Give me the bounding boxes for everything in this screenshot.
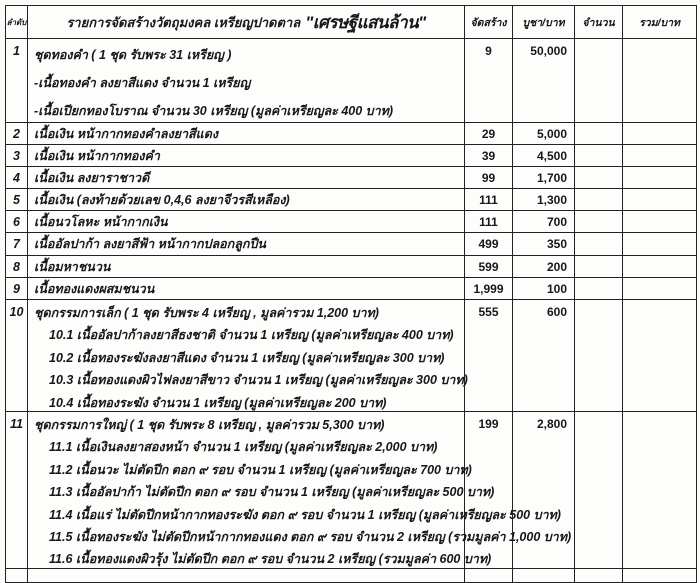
row-number <box>6 569 28 583</box>
total-cell <box>623 256 697 278</box>
item-description <box>28 569 465 583</box>
total-cell <box>623 189 697 211</box>
item-description <box>28 211 465 233</box>
description-line: ชุดกรรมการใหญ่ ( 1 ชุด รับพระ 8 เหรียญ , มูลค่ารวม 5,300 บาท) <box>34 418 385 432</box>
total-cell <box>623 167 697 189</box>
description-line: เนื้อนวโลหะ หน้ากากเงิน <box>34 214 168 229</box>
made-count: 599 <box>465 256 513 278</box>
price-value: 200 <box>513 256 575 278</box>
total-cell <box>623 123 697 145</box>
description-line: 10.1 เนื้ออัลปาก้าลงยาสีธงชาติ จำนวน 1 เหรียญ (มูลค่าเหรียญละ 400 บาท) <box>49 328 454 343</box>
made-count <box>465 569 513 583</box>
item-description <box>28 145 465 167</box>
description-line: เนื้อเงิน หน้ากากทองคำลงยาสีแดง <box>34 126 218 141</box>
row-number: 3 <box>6 145 28 167</box>
made-count: 29 <box>465 123 513 145</box>
total-cell <box>623 569 697 583</box>
description-line: -เนื้อเปียกทองโบราณ จำนวน 30 เหรียญ (มูลค่าเหรียญละ 400 บาท) <box>34 104 394 118</box>
total-cell <box>623 39 697 123</box>
table-row <box>6 39 697 123</box>
description-line: 10.3 เนื้อทองแดงผิวไฟลงยาสีขาว จำนวน 1 เหรียญ (มูลค่าเหรียญละ 300 บาท) <box>49 373 468 388</box>
item-description <box>28 233 465 256</box>
item-description <box>28 167 465 189</box>
price-value: 50,000 <box>513 39 575 123</box>
made-count: 39 <box>465 145 513 167</box>
description-line: เนื้อเงิน (ลงท้ายด้วยเลข 0,4,6 ลงยาจีวรสีเหลือง) <box>34 192 290 207</box>
table-row <box>6 211 697 233</box>
description-line: 11.5 เนื้อทองระฆัง ไม่ตัดปีกหน้ากากทองแดง ตอก ๙ รอบ จำนวน 2 เหรียญ (รวมมูลค่า 1,000 บาท) <box>49 530 572 545</box>
description-line: 10.4 เนื้อทองระฆัง จำนวน 1 เหรียญ (มูลค่าเหรียญละ 200 บาท) <box>49 395 387 410</box>
made-count: 111 <box>465 189 513 211</box>
header-col-title <box>28 6 465 39</box>
description-line: -เนื้อทองคำ ลงยาสีแดง จำนวน 1 เหรียญ <box>34 76 251 90</box>
row-number: 8 <box>6 256 28 278</box>
price-table <box>5 5 697 583</box>
table-row <box>6 145 697 167</box>
total-cell <box>623 412 697 569</box>
total-cell <box>623 233 697 256</box>
table-row <box>6 300 697 412</box>
description-line: เนื้อเงิน ลงยาราชาวดี <box>34 170 150 185</box>
row-number: 2 <box>6 123 28 145</box>
header-col-total: รวม/บาท <box>623 6 697 39</box>
made-count: 1,999 <box>465 278 513 300</box>
description-line: เนื้อมหาชนวน <box>34 259 111 274</box>
row-number: 4 <box>6 167 28 189</box>
total-cell <box>623 300 697 412</box>
qty-cell <box>575 569 623 583</box>
table-row <box>6 123 697 145</box>
made-count: 555 <box>465 300 513 412</box>
row-number: 6 <box>6 211 28 233</box>
qty-cell <box>575 300 623 412</box>
header-col-made: จัดสร้าง <box>465 6 513 39</box>
total-cell <box>623 145 697 167</box>
description-line: ชุดทองคำ ( 1 ชุด รับพระ 31 เหรียญ ) <box>34 48 232 62</box>
description-line: ชุดกรรมการเล็ก ( 1 ชุด รับพระ 4 เหรียญ , มูลค่ารวม 1,200 บาท) <box>34 306 379 320</box>
description-line: 11.6 เนื้อทองแดงผิวรุ้ง ไม่ตัดปีก ตอก ๙ รอบ จำนวน 2 เหรียญ (รวมมูลค่า 600 บาท) <box>49 552 492 567</box>
table-row <box>6 256 697 278</box>
item-description <box>28 278 465 300</box>
description-line: เนื้อเงิน หน้ากากทองคำ <box>34 148 160 163</box>
price-value <box>513 569 575 583</box>
header-title-text: รายการจัดสร้างวัตถุมงคล เหรียญปาดตาล <box>66 14 301 30</box>
qty-cell <box>575 145 623 167</box>
description-line: 11.1 เนื้อเงินลงยาสองหน้า จำนวน 1 เหรียญ (มูลค่าเหรียญละ 2,000 บาท) <box>49 440 438 455</box>
price-value: 350 <box>513 233 575 256</box>
description-line: เนื้ออัลปาก้า ลงยาสีฟ้า หน้ากากปลอกลูกปืน <box>34 237 266 251</box>
item-description <box>28 123 465 145</box>
price-value: 5,000 <box>513 123 575 145</box>
qty-cell <box>575 123 623 145</box>
item-description <box>28 300 468 412</box>
header-title-emphasis: "เศรษฐีแสนล้าน" <box>305 12 426 32</box>
description-line: 11.2 เนื้อนวะ ไม่ตัดปีก ตอก ๙ รอบ จำนวน 1 เหรียญ (มูลค่าเหรียญละ 700 บาท) <box>49 462 472 477</box>
row-number: 1 <box>6 39 28 123</box>
description-line: 11.3 เนื้ออัลปาก้า ไม่ตัดปีก ตอก ๙ รอบ จำนวน 1 เหรียญ (มูลค่าเหรียญละ 500 บาท) <box>49 485 495 500</box>
table-row <box>6 189 697 211</box>
price-value: 2,800 <box>513 412 575 569</box>
header-col-qty: จำนวน <box>575 6 623 39</box>
row-number: 11 <box>6 412 28 569</box>
table-row-partial <box>6 569 697 583</box>
made-count: 199 <box>465 412 513 569</box>
description-line: เนื้อทองแดงผสมชนวน <box>34 281 155 296</box>
qty-cell <box>575 189 623 211</box>
qty-cell <box>575 211 623 233</box>
description-line: 11.4 เนื้อแร่ ไม่ตัดปีกหน้ากากทองระฆัง ตอก ๙ รอบ จำนวน 1 เหรียญ (มูลค่าเหรียญละ 500 บาท) <box>49 507 561 522</box>
table-header-row <box>6 6 697 39</box>
made-count: 9 <box>465 39 513 123</box>
price-value: 600 <box>513 300 575 412</box>
price-value: 1,700 <box>513 167 575 189</box>
description-line: 10.2 เนื้อทองระฆังลงยาสีแดง จำนวน 1 เหรียญ (มูลค่าเหรียญละ 300 บาท) <box>49 350 445 365</box>
total-cell <box>623 278 697 300</box>
qty-cell <box>575 412 623 569</box>
total-cell <box>623 211 697 233</box>
price-value: 700 <box>513 211 575 233</box>
made-count: 111 <box>465 211 513 233</box>
made-count: 99 <box>465 167 513 189</box>
row-number: 5 <box>6 189 28 211</box>
price-value: 100 <box>513 278 575 300</box>
table-row <box>6 233 697 256</box>
price-value: 1,300 <box>513 189 575 211</box>
row-number: 9 <box>6 278 28 300</box>
header-col-price: บูชา/บาท <box>513 6 575 39</box>
header-col-no: ลำดับ <box>6 6 28 39</box>
table-row <box>6 278 697 300</box>
qty-cell <box>575 167 623 189</box>
qty-cell <box>575 256 623 278</box>
qty-cell <box>575 39 623 123</box>
made-count: 499 <box>465 233 513 256</box>
qty-cell <box>575 278 623 300</box>
table-row <box>6 167 697 189</box>
row-number: 7 <box>6 233 28 256</box>
table-row <box>6 412 697 569</box>
item-description <box>28 256 465 278</box>
qty-cell <box>575 233 623 256</box>
item-description <box>28 189 465 211</box>
row-number: 10 <box>6 300 28 412</box>
price-value: 4,500 <box>513 145 575 167</box>
item-description <box>28 39 465 123</box>
